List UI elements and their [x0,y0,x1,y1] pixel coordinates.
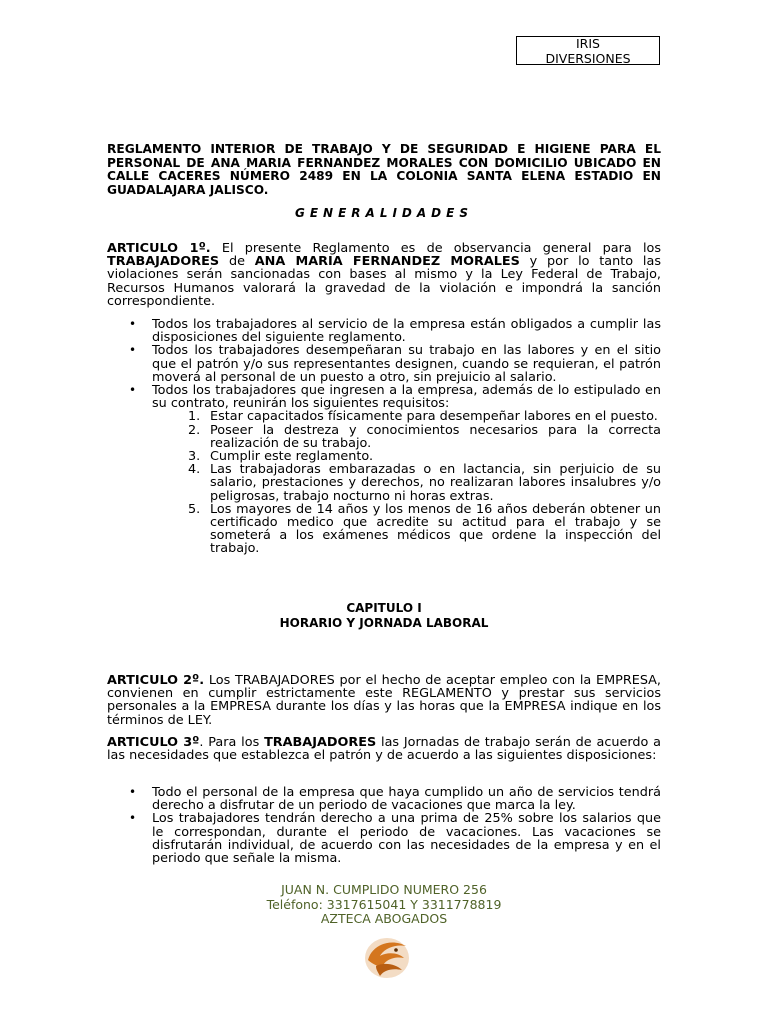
list-item-text: Las trabajadoras embarazadas o en lactancia, sin perjuicio de su salario, prestaciones y derechos, no realizaran labores insalubres y/o peligrosas, trabajo nocturno ni horas extras. [210,462,661,504]
section-heading-generalidades: GENERALIDADES [295,206,473,220]
general-bullet-list [107,318,661,556]
list-item [107,812,661,865]
article-1 [107,242,661,308]
list-item [152,424,661,450]
article-3-bold-a: TRABAJADORES [264,735,377,750]
article-1-text-a: El presente Reglamento es de observancia general para los [210,241,661,256]
list-item-text: Estar capacitados físicamente para desempeñar labores en el puesto. [210,409,658,425]
list-number: 1. [188,409,201,425]
vacation-bullet-list [107,786,661,865]
list-item [152,503,661,556]
article-1-text-b: de [219,254,255,270]
article-1-text-c: y por lo tanto las violaciones serán sancionadas con bases al mismo y la Ley Federal de Trabajo, Recursos Humanos valorará la gravedad de la violación e impondrá la sanción correspondiente. [107,254,661,309]
list-item [107,344,661,384]
eagle-head-logo-icon [362,936,412,980]
company-name-line1: IRIS [576,36,600,51]
chapter-heading [107,601,661,630]
list-item-text: Todos los trabajadores al servicio de la empresa están obligados a cumplir las disposiciones del siguiente reglamento. [152,317,661,346]
article-1-label: ARTICULO 1º. [107,241,211,256]
footer-firm-name: AZTECA ABOGADOS [320,911,448,926]
article-3 [107,736,661,762]
list-item-text: Cumplir este reglamento. [210,449,374,465]
article-2 [107,674,661,727]
company-name-line2: DIVERSIONES [545,50,631,66]
list-item-text: Todos los trabajadores que ingresen a la empresa, además de lo estipulado en su contrato, reunirán los siguientes requisitos: [152,383,661,412]
list-item [107,318,661,344]
bullet-icon: • [129,383,137,398]
bullet-icon: • [129,343,137,358]
bullet-icon: • [129,317,137,331]
list-item-text: Los trabajadores tendrán derecho a una prima de 25% sobre los salarios que le correspondan, durante el periodo de vacaciones. Las vacaciones se disfrutarán individual, de acuerdo con las necesidades de la empresa y en el periodo que señale la misma. [152,811,661,867]
requirements-list [107,410,661,555]
article-3-text-a: . Para los [199,735,265,750]
footer-phone: Teléfono: 3317615041 Y 3311778819 [266,896,502,912]
document-title: REGLAMENTO INTERIOR DE TRABAJO Y DE SEGURIDAD E HIGIENE PARA EL PERSONAL DE ANA MARIA FERNANDEZ MORALES CON DOMICILIO UBICADO EN CALLE CACERES NÚMERO 2489 EN LA COLONIA SANTA ELENA ESTADIO EN GUADALAJARA JALISCO. [107,142,661,197]
chapter-number: CAPITULO I [346,601,422,615]
list-item-text: Todos los trabajadores desempeñaran su trabajo en las labores y en el sitio que el patrón y/o sus representantes designen, cuando se requieran, el patrón moverá al personal de un puesto a otro, sin prejuicio al salario. [152,343,661,385]
footer-address: JUAN N. CUMPLIDO NUMERO 256 [281,882,487,897]
list-item-text: Los mayores de 14 años y los menos de 16 años deberán obtener un certificado medico que acredite su actitud para el trabajo y se someterá a los exámenes médicos que ordene la inspección del trabajo. [210,501,661,557]
bullet-icon: • [129,811,137,826]
footer-contact [107,883,661,927]
company-name-box [516,36,660,65]
chapter-title: HORARIO Y JORNADA LABORAL [279,615,489,630]
list-number: 4. [188,462,201,478]
list-item-text: Poseer la destreza y conocimientos necesarios para la correcta realización de su trabajo. [210,422,661,451]
bullet-icon: • [129,785,137,799]
list-item [107,384,661,556]
list-number: 2. [188,422,201,438]
article-3-text-b: las Jornadas de trabajo serán de acuerdo a las necesidades que establezca el patrón y de acuerdo a las siguientes disposiciones: [107,735,661,764]
article-2-text: Los TRABAJADORES por el hecho de aceptar empleo con la EMPRESA, convienen en cumplir estrictamente este REGLAMENTO y prestar sus servicios personales a la EMPRESA durante los días y las horas que la EMPRESA indique en los términos de LEY. [107,673,661,728]
article-1-bold-a: TRABAJADORES [107,254,220,270]
list-item-text: Todo el personal de la empresa que haya cumplido un año de servicios tendrá derecho a disfrutar de un periodo de vacaciones que marca la ley. [152,785,661,814]
list-item [107,786,661,812]
article-3-label: ARTICULO 3º [107,735,200,750]
list-item [152,463,661,503]
article-1-bold-b: ANA MARIA FERNANDEZ MORALES [254,254,520,270]
list-number: 3. [188,449,201,465]
list-number: 5. [188,501,201,517]
article-2-label: ARTICULO 2º. [107,673,205,688]
